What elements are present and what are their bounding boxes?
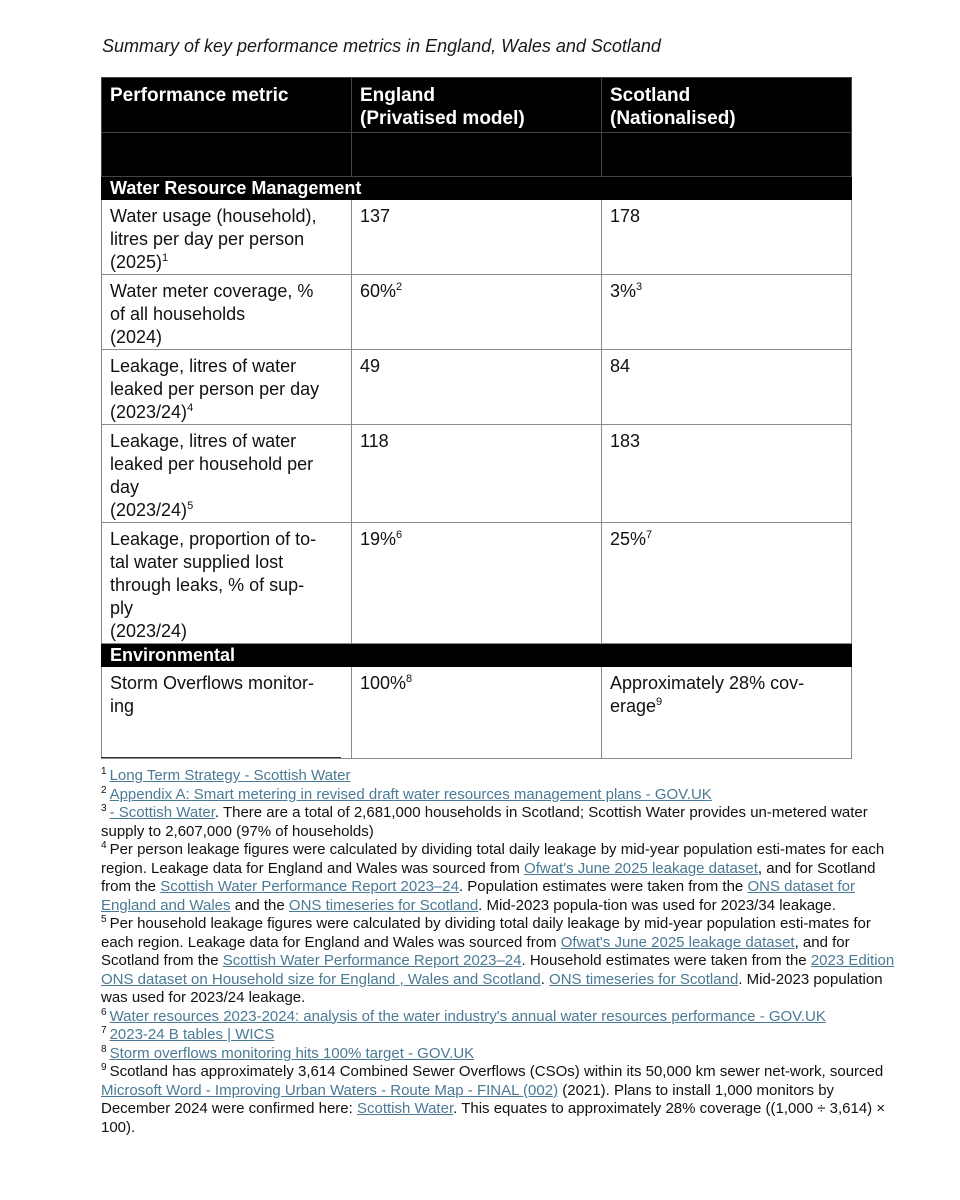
section-water-resource: Water Resource Management <box>102 177 852 200</box>
scotland-cell: 84 <box>602 350 852 425</box>
table-row <box>102 425 852 523</box>
footnote-link[interactable]: Long Term Strategy - Scottish Water <box>109 767 351 784</box>
footnote-ref[interactable]: 4 <box>187 402 194 414</box>
footnote-ref[interactable]: 5 <box>187 500 194 512</box>
footnote-divider <box>101 757 341 758</box>
footnotes <box>101 767 896 1137</box>
england-cell: 118 <box>352 425 602 523</box>
footnote-link[interactable]: ONS timeseries for Scotland <box>549 970 739 988</box>
scotland-cell: 183 <box>602 425 852 523</box>
footnote-9: $^9$ Scotland has approximately 3,614 Combined Sewer Overflows (CSOs) within its 50,000 km sewer net-work, sourced Microsoft Word - Improving Urban Waters - Route Map - FINAL (002) (2021). Plans to install 1,000 monitors by December 2024 were confirmed here: Scottish Water. This equates to approximately 28% coverage ((1,000 ÷ 3,614) × 100). <box>101 1062 886 1136</box>
footnote-6: $^6$ Water resources 2023-2024: analysis of the water industry's annual water resources performance - GOV.UK <box>101 1006 826 1025</box>
metric-cell: Water meter coverage, % of all households (2024) <box>102 275 352 350</box>
footnote-link[interactable]: Scottish Water Performance Report 2023–24 <box>222 952 522 969</box>
header-blank-cell <box>352 133 602 177</box>
footnote-ref[interactable]: 8 <box>406 673 413 685</box>
footnote-7: $^7$ 2023-24 B tables | WICS <box>101 1025 275 1043</box>
header-scotland: Scotland (Nationalised) <box>602 78 852 133</box>
table-row <box>102 523 852 644</box>
footnote-link[interactable]: Ofwat's June 2025 leakage dataset <box>524 859 758 877</box>
footnote-link[interactable]: 2023-24 B tables | WICS <box>109 1026 275 1043</box>
england-cell: 49 <box>352 350 602 425</box>
footnote-link[interactable]: ONS timeseries for Scotland <box>288 896 479 914</box>
scotland-cell: 25%$^7$ <box>602 523 852 644</box>
header-blank-cell <box>602 133 852 177</box>
footnote-2: $^2$ Appendix A: Smart metering in revised draft water resources management plans - GOV.UK <box>101 784 712 803</box>
footnote-5: $^5$ Per household leakage figures were calculated by dividing total daily leakage by mid-year population esti-mates for each region. Leakage data for England and Wales was sourced from Ofwat's June 2025 leakage dataset, and for Scotland from the Scottish Water Performance Report 2023–24. Household estimates were taken from the 2023 Edition ONS dataset on Household size for England , Wales and Scotland. ONS timeseries for Scotland. Mid-2023 population was used for 2023/24 leakage. <box>101 914 895 1006</box>
footnote-link[interactable]: Ofwat's June 2025 leakage dataset <box>560 933 795 951</box>
footnote-ref[interactable]: 2 <box>396 281 403 293</box>
footnote-ref[interactable]: 7 <box>646 529 653 541</box>
scotland-cell: 3%$^3$ <box>602 275 852 350</box>
metric-cell: Storm Overflows monitor- ing <box>102 667 352 759</box>
footnote-4: $^4$ Per person leakage figures were calculated by dividing total daily leakage by mid-year population esti-mates for each region. Leakage data for England and Wales was sourced from Ofwat's June 2025 leakage dataset, and for Scotland from the Scottish Water Performance Report 2023–24. Population estimates were taken from the ONS dataset for England and Wales and the ONS timeseries for Scotland. Mid-2023 popula-tion was used for 2023/34 leakage. <box>101 840 885 914</box>
footnote-1: $^1$ Long Term Strategy - Scottish Water <box>101 766 351 784</box>
metrics-table <box>101 77 852 759</box>
footnote-3: $^3$ - Scottish Water. There are a total of 2,681,000 households in Scotland; Scottish Water provides un-metered water supply to 2,607,000 (97% of households) <box>101 803 868 840</box>
header-england: England (Privatised model) <box>352 78 602 133</box>
footnote-ref[interactable]: 1 <box>162 252 169 264</box>
scotland-cell: 178 <box>602 200 852 275</box>
scotland-cell: Approximately 28% cov- erage$^9$ <box>602 667 852 759</box>
table-row <box>102 667 852 759</box>
footnote-link[interactable]: 2023 Edition ONS dataset on Household size for England , Wales and Scotland <box>101 952 895 988</box>
footnote-8: $^8$ Storm overflows monitoring hits 100% target - GOV.UK <box>101 1043 475 1062</box>
footnote-ref[interactable]: 3 <box>636 281 643 293</box>
footnote-link[interactable]: Appendix A: Smart metering in revised draft water resources management plans - GOV.UK <box>109 785 712 803</box>
footnote-link[interactable]: Scottish Water <box>356 1100 454 1117</box>
table-row <box>102 350 852 425</box>
section-environmental: Environmental <box>102 644 852 667</box>
footnote-link[interactable]: Water resources 2023-2024: analysis of the water industry's annual water resources performance - GOV.UK <box>109 1007 826 1025</box>
footnote-link[interactable]: - Scottish Water <box>109 804 215 821</box>
metric-cell: Leakage, litres of water leaked per household per day $(2023/24)^5$ <box>102 425 352 523</box>
footnote-link[interactable]: ONS dataset for England and Wales <box>101 878 855 914</box>
metric-cell: Leakage, litres of water leaked per person per day $(2023/24)^4$ <box>102 350 352 425</box>
table-caption: Summary of key performance metrics in England, Wales and Scotland <box>102 36 661 56</box>
footnote-ref[interactable]: 6 <box>396 529 403 541</box>
england-cell: 100%$^8$ <box>352 667 602 759</box>
metric-cell: Leakage, proportion of to- tal water supplied lost through leaks, % of sup- ply (2023/24) <box>102 523 352 644</box>
footnote-link[interactable]: Storm overflows monitoring hits 100% target - GOV.UK <box>109 1044 475 1062</box>
header-blank-cell <box>102 133 352 177</box>
england-cell: 19%$^6$ <box>352 523 602 644</box>
footnote-ref[interactable]: 9 <box>656 696 663 708</box>
table-row <box>102 200 852 275</box>
header-metric: Performance metric <box>102 78 352 133</box>
table-row <box>102 275 852 350</box>
england-cell: 60%$^2$ <box>352 275 602 350</box>
england-cell: 137 <box>352 200 602 275</box>
metric-cell: Water usage (household), litres per day per person $(2025)^1$ <box>102 200 352 275</box>
footnote-link[interactable]: Scottish Water Performance Report 2023–24 <box>160 878 459 895</box>
footnote-link[interactable]: Microsoft Word - Improving Urban Waters - Route Map - FINAL (002) <box>101 1081 559 1099</box>
